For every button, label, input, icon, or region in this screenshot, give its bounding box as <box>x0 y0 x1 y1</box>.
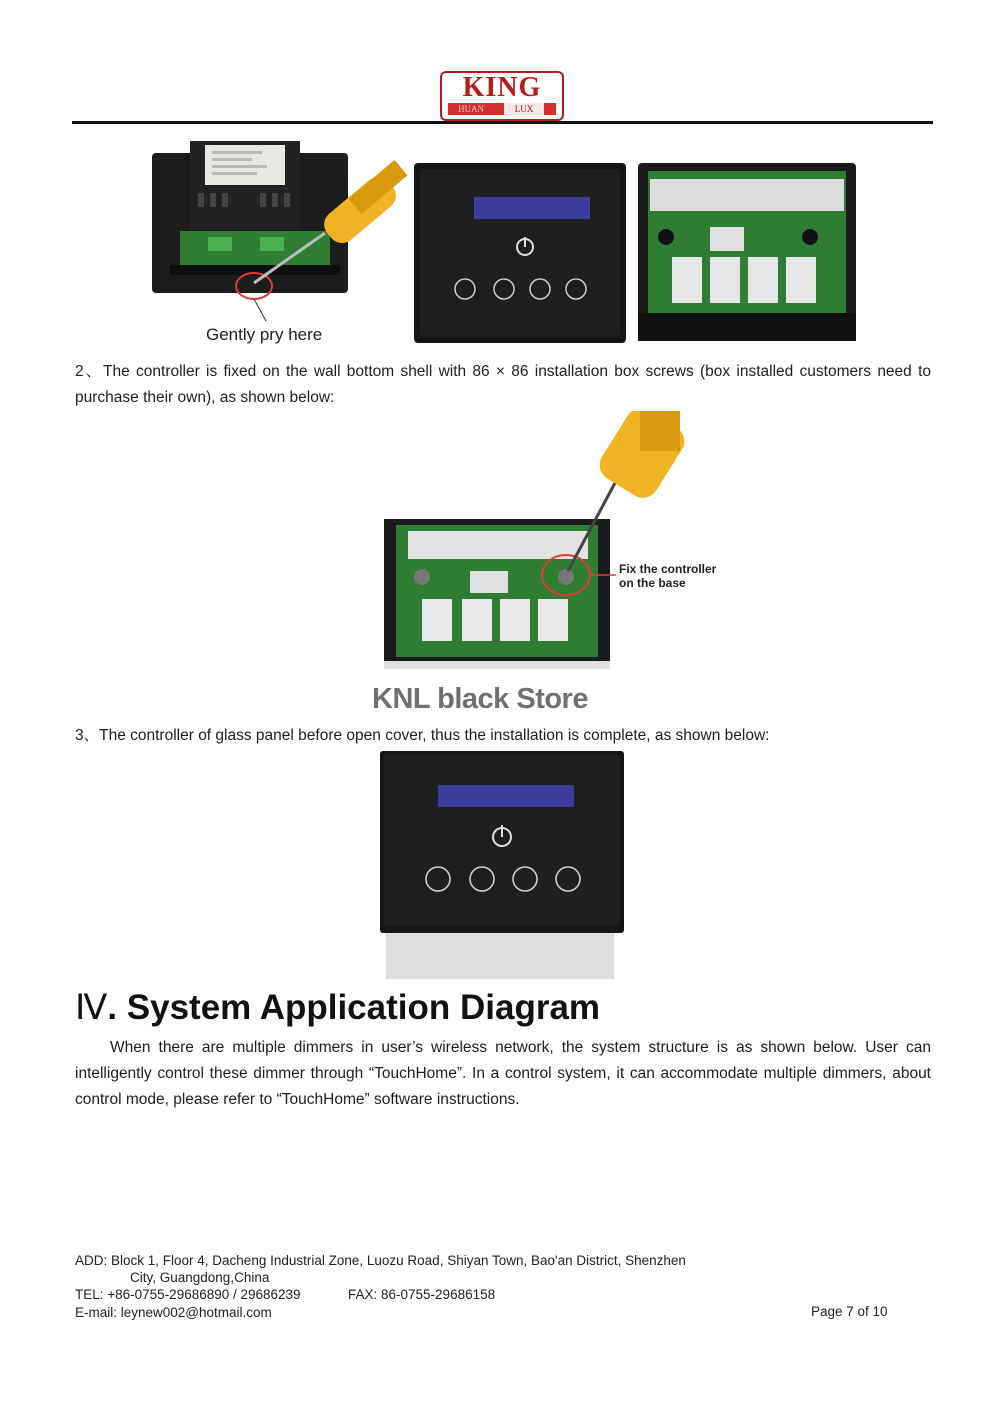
header-rule <box>72 121 933 124</box>
section-title: . System Application Diagram <box>107 988 601 1027</box>
footer-tel: TEL: +86-0755-29686890 / 29686239 <box>75 1287 301 1302</box>
logo-right-text: LUX <box>504 103 544 115</box>
section-body-text: When there are multiple dimmers in user’s wireless network, the system structure is as shown below. User can intelligently control these dimmer through “TouchHome”. In a control system, it can accommodate multiple dimmers, about control mode, please refer to “TouchHome” software instructions. <box>75 1039 931 1108</box>
step-2-text: 2、The controller is fixed on the wall bottom shell with 86 × 86 installation box screws (box installed customers need to purchase their own), as shown below: <box>75 363 931 406</box>
footer-email: E-mail: leynew002@hotmail.com <box>75 1305 272 1320</box>
fix-callout-line2: on the base <box>619 576 686 590</box>
section-number: Ⅳ <box>75 988 108 1027</box>
logo-brand-text: KING <box>462 72 542 103</box>
logo-band <box>448 103 556 115</box>
fix-callout-line1: Fix the controller <box>619 562 717 576</box>
footer-fax: FAX: 86-0755-29686158 <box>348 1287 496 1302</box>
photo-installed-panel <box>380 751 624 981</box>
footer-address-line1: ADD: Block 1, Floor 4, Dacheng Industrial Zone, Luozu Road, Shiyan Town, Bao'an District, Shenzhen <box>75 1253 686 1268</box>
pry-callout-label: Gently pry here <box>206 325 323 344</box>
photo-pry-controller <box>150 133 408 348</box>
photo-front-panel <box>414 163 626 343</box>
step-3-text: 3、The controller of glass panel before open cover, thus the installation is complete, as shown below: <box>75 727 770 744</box>
page-number: Page 7 of 10 <box>811 1304 888 1319</box>
photo-pcb-inside <box>638 163 856 341</box>
photo-fix-controller <box>378 411 738 683</box>
store-watermark: KNL black Store <box>372 683 588 715</box>
company-logo <box>440 71 564 121</box>
logo-left-text: HUAN <box>458 104 484 114</box>
footer-address-line2: City, Guangdong,China <box>130 1270 270 1285</box>
section-heading <box>75 986 600 1030</box>
